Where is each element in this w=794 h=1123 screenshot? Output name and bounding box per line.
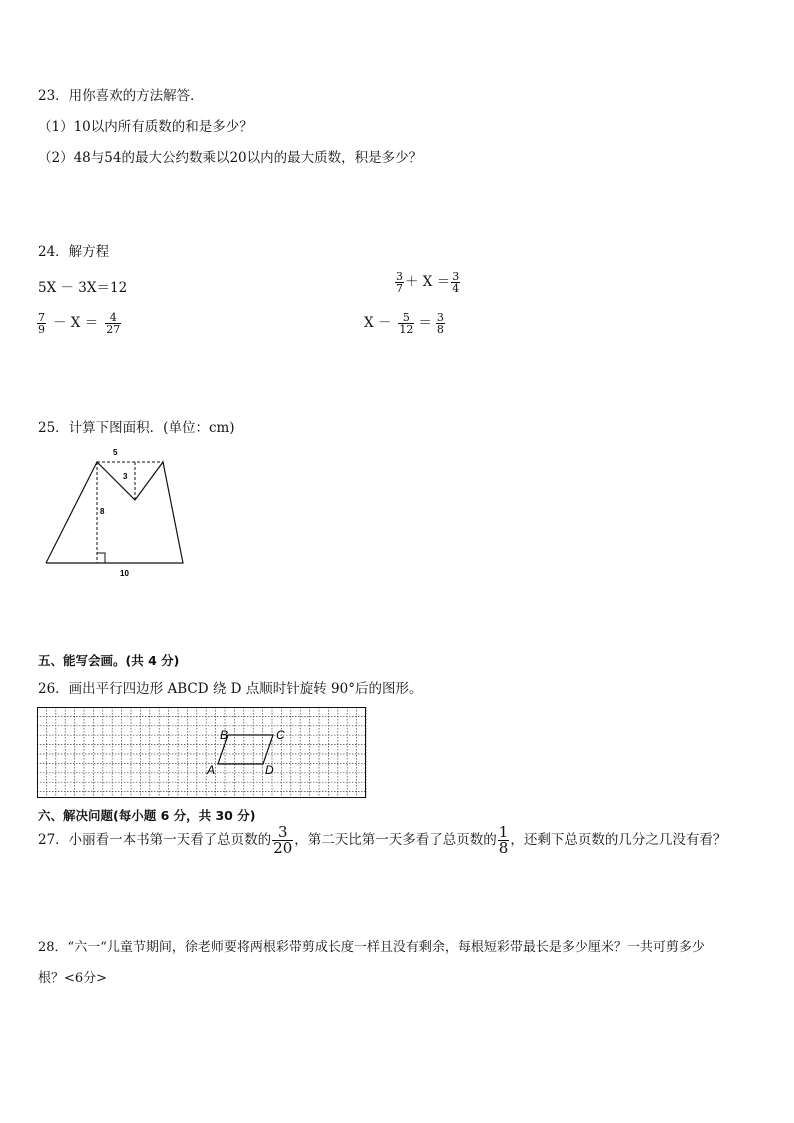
- fraction: $\frac{3}{4}$: [452, 270, 460, 295]
- fraction: $\frac{3}{8}$: [436, 311, 444, 336]
- fraction: $\frac{1}{8}$: [498, 823, 509, 857]
- section-5-title: 五、能写会画。(共 4 分): [38, 653, 180, 668]
- q23-part2: （2）48与54的最大公约数乘以20以内的最大质数，积是多少？: [38, 150, 423, 166]
- label-bottom: 10: [120, 569, 129, 578]
- fraction: $\frac{3}{7}$: [396, 270, 403, 295]
- equation-4: X － $\frac{5}{12}$ ＝ $\frac{3}{8}$: [364, 311, 444, 336]
- fraction: $\frac{5}{12}$: [399, 311, 414, 336]
- right-angle-mark: [97, 553, 105, 563]
- section-6-title: 六、解决问题(每小题 6 分，共 30 分): [38, 808, 256, 823]
- shape-outline: [46, 462, 183, 563]
- fraction: $\frac{7}{9}$: [38, 311, 45, 336]
- equation-3: $\frac{7}{9}$ － X ＝ $\frac{4}{27}$: [38, 311, 121, 336]
- q26-title: 26．画出平行四边形 ABCD 绕 D 点顺时针旋转 90°后的图形。: [38, 681, 423, 697]
- label-inner: 3: [123, 472, 128, 481]
- q24-title: 24．解方程: [38, 244, 110, 260]
- fraction: $\frac{4}{27}$: [106, 311, 121, 336]
- point-d: D: [265, 763, 274, 777]
- label-height: 8: [100, 507, 105, 516]
- grid-figure: [37, 707, 367, 799]
- q28-line1: 28．“六一“儿童节期间，徐老师要将两根彩带剪成长度一样且没有剩余，每根短彩带最长是多少厘米？一共可剪多少: [38, 940, 705, 955]
- grid-border: [38, 708, 366, 798]
- point-b: B: [220, 728, 229, 742]
- equation-1: 5X － 3X＝12: [38, 280, 128, 296]
- q23-title: 23．用你喜欢的方法解答．: [38, 88, 204, 104]
- q25-title: 25．计算下图面积．(单位：cm): [38, 420, 235, 436]
- q28-line2: 根？<6分>: [38, 971, 108, 986]
- equation-2: $\frac{3}{7}$ ＋ X ＝ $\frac{3}{4}$: [396, 270, 460, 295]
- q27-text: 27．小丽看一本书第一天看了总页数的 $\frac{3}{20}$ ，第二天比第一天多看了总页数的 $\frac{1}{8}$ ，还剩下总页数的几分之几没有看？: [38, 823, 727, 857]
- fraction: $\frac{3}{20}$: [273, 823, 293, 857]
- label-top: 5: [113, 448, 118, 457]
- q23-part1: （1）10以内所有质数的和是多少？: [38, 119, 253, 135]
- grid-lines: [37, 707, 366, 798]
- point-c: C: [276, 728, 285, 742]
- point-a: A: [207, 763, 216, 777]
